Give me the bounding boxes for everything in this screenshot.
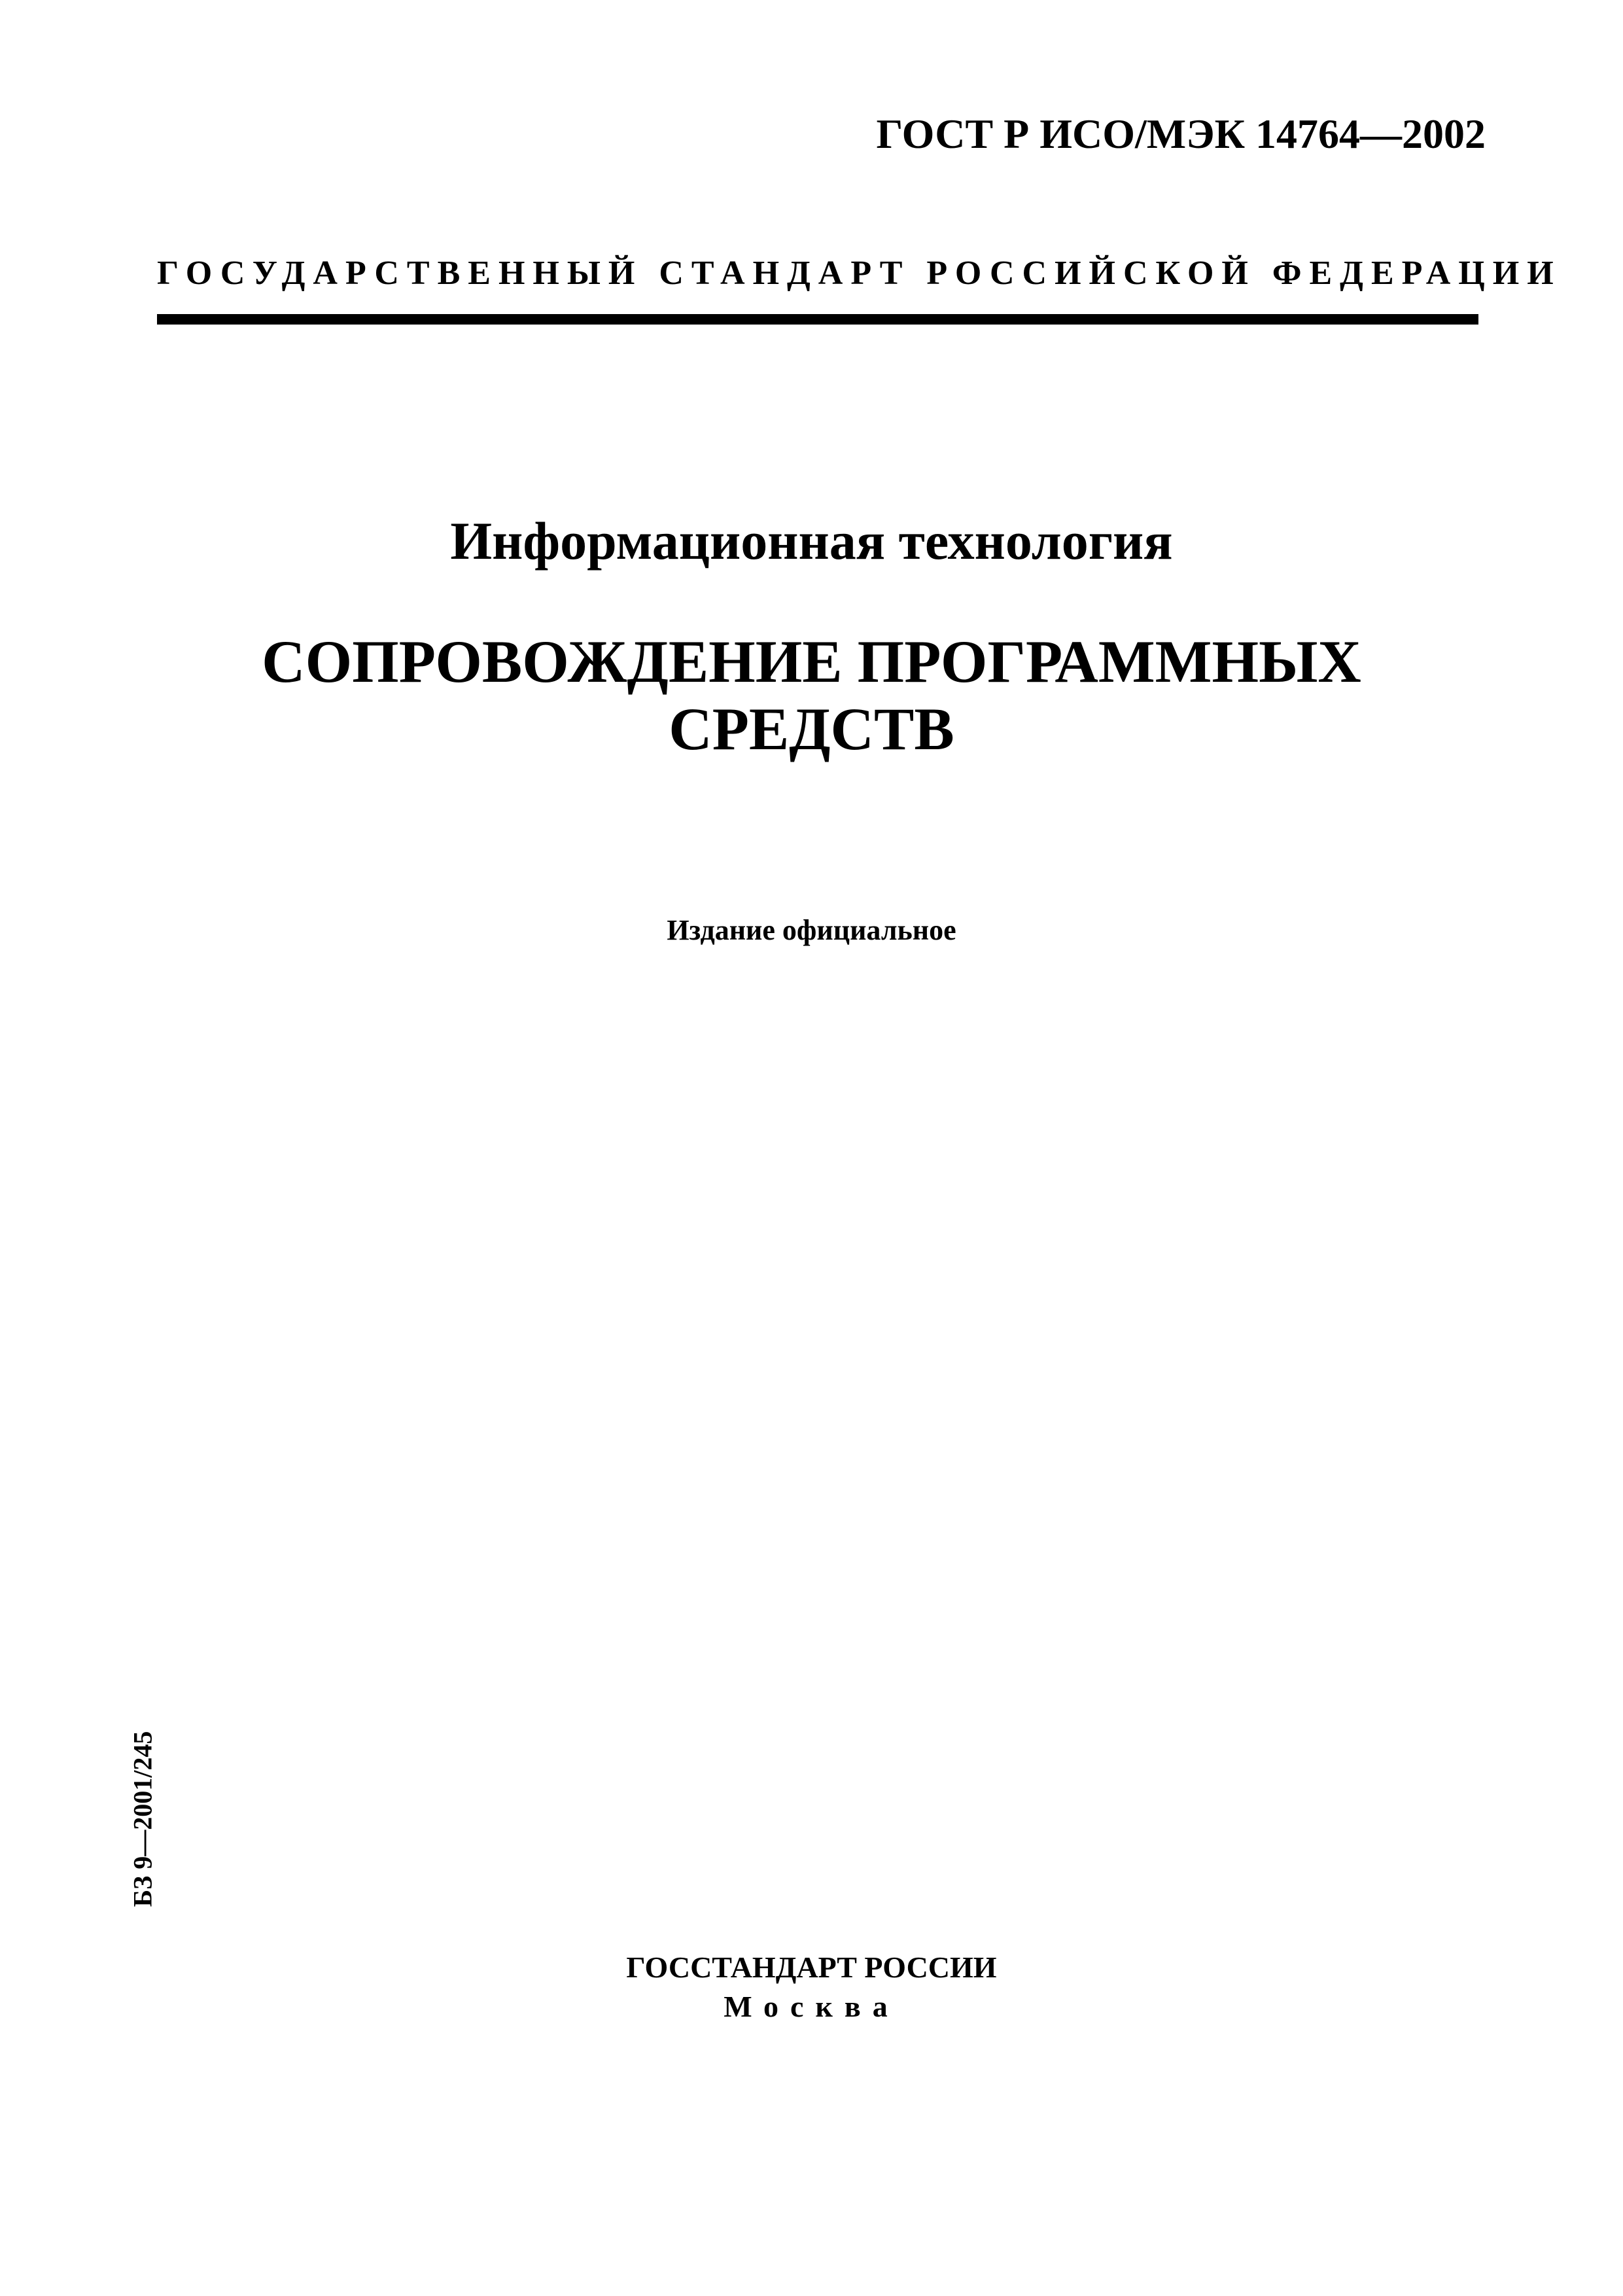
document-title — [0, 628, 1623, 763]
side-catalog-code: БЗ 9—2001/245 — [128, 1731, 158, 1907]
state-standard-heading: ГОСУДАРСТВЕННЫЙ СТАНДАРТ РОССИЙСКОЙ ФЕДЕРАЦИИ — [157, 255, 1562, 292]
standard-number: ГОСТ Р ИСО/МЭК 14764—2002 — [876, 111, 1486, 157]
header-divider — [157, 314, 1478, 325]
document-subtitle: Информационная технология — [450, 511, 1173, 571]
edition-label: Издание официальное — [667, 914, 956, 946]
document-title-line-2: СРЕДСТВ — [669, 696, 954, 763]
publisher-name: ГОССТАНДАРТ РОССИИ — [626, 1951, 997, 1984]
document-title-line-1: СОПРОВОЖДЕНИЕ ПРОГРАММНЫХ — [262, 628, 1361, 695]
publisher-city: Москва — [724, 1990, 899, 2023]
